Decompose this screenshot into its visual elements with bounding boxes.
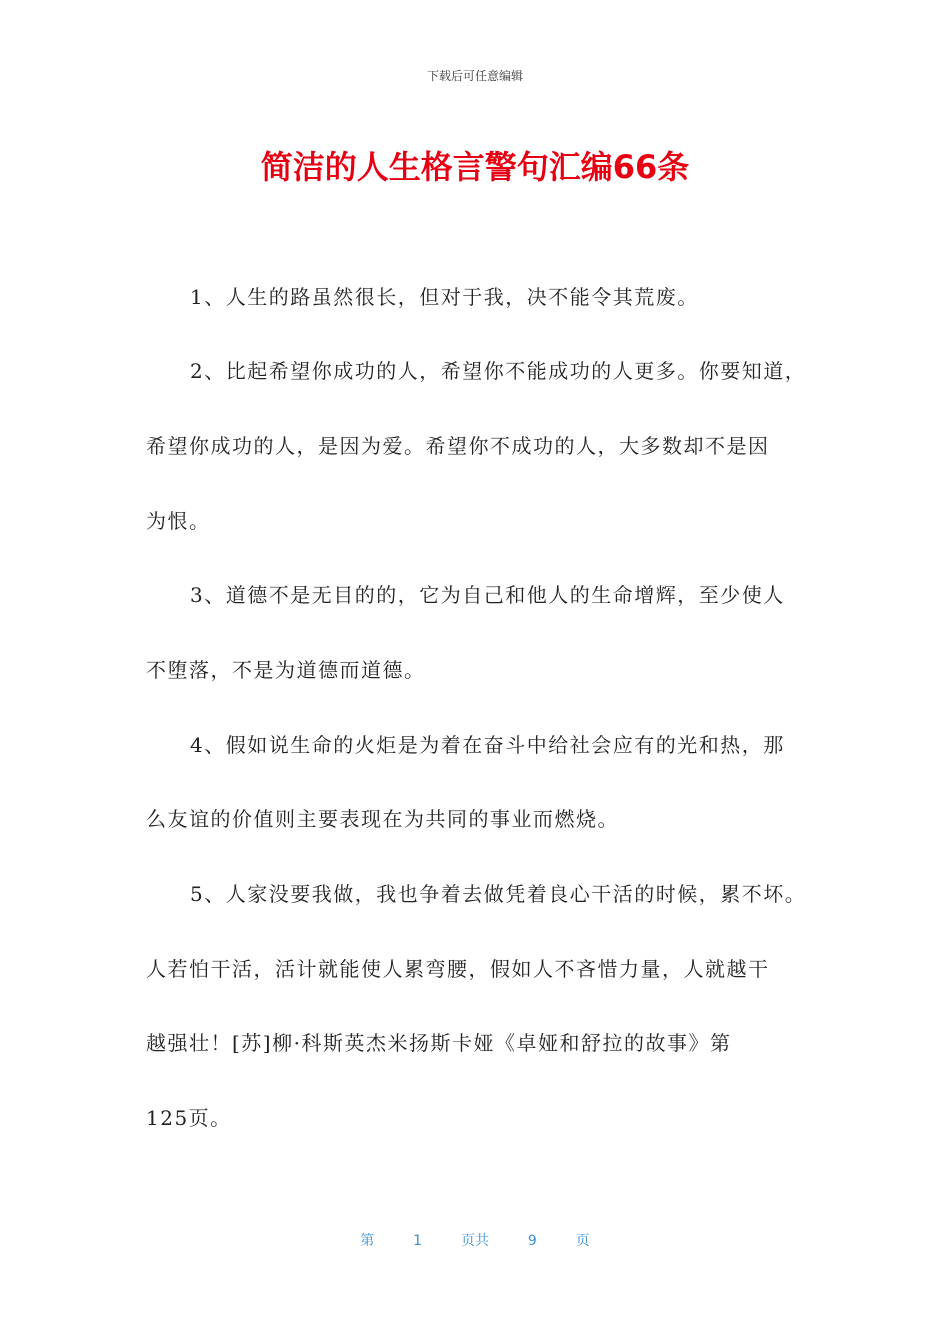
paragraph-1-line-1: 1、人生的路虽然很长，但对于我，决不能令其荒废。 xyxy=(190,285,699,309)
footer-suffix: 页 xyxy=(575,1233,590,1249)
paragraph-2-line-1: 2、比起希望你成功的人，希望你不能成功的人更多。你要知道， xyxy=(190,359,807,383)
paragraph-2-line-3: 为恨。 xyxy=(146,509,211,533)
paragraph-3-line-2: 不堕落，不是为道德而道德。 xyxy=(146,658,426,682)
paragraph-4-line-1: 4、假如说生命的火炬是为着在奋斗中给社会应有的光和热，那 xyxy=(190,733,785,757)
page-footer xyxy=(0,1230,950,1250)
document-title: 简洁的人生格言警句汇编66条 xyxy=(260,148,690,186)
paragraph-4-line-2: 么友谊的价值则主要表现在为共同的事业而燃烧。 xyxy=(146,807,619,831)
paragraph-5-line-3: 越强壮！[苏]柳·科斯英杰米扬斯卡娅《卓娅和舒拉的故事》第 xyxy=(146,1031,732,1055)
footer-middle: 页共 xyxy=(461,1233,489,1249)
header-note: 下载后可任意编辑 xyxy=(426,69,523,83)
paragraph-5-line-2: 人若怕干活，活计就能使人累弯腰，假如人不吝惜力量，人就越干 xyxy=(146,957,770,981)
paragraph-3-line-1: 3、道德不是无目的的，它为自己和他人的生命增辉，至少使人 xyxy=(190,583,785,607)
paragraph-5-line-1: 5、人家没要我做，我也争着去做凭着良心干活的时候，累不坏。 xyxy=(190,882,807,906)
paragraph-2-line-2: 希望你成功的人，是因为爱。希望你不成功的人，大多数却不是因 xyxy=(146,434,770,458)
footer-prefix: 第 xyxy=(360,1233,375,1249)
footer-current-page: 1 xyxy=(413,1233,423,1249)
paragraph-5-line-4: 125页。 xyxy=(146,1106,232,1130)
footer-total-pages: 9 xyxy=(527,1233,537,1249)
